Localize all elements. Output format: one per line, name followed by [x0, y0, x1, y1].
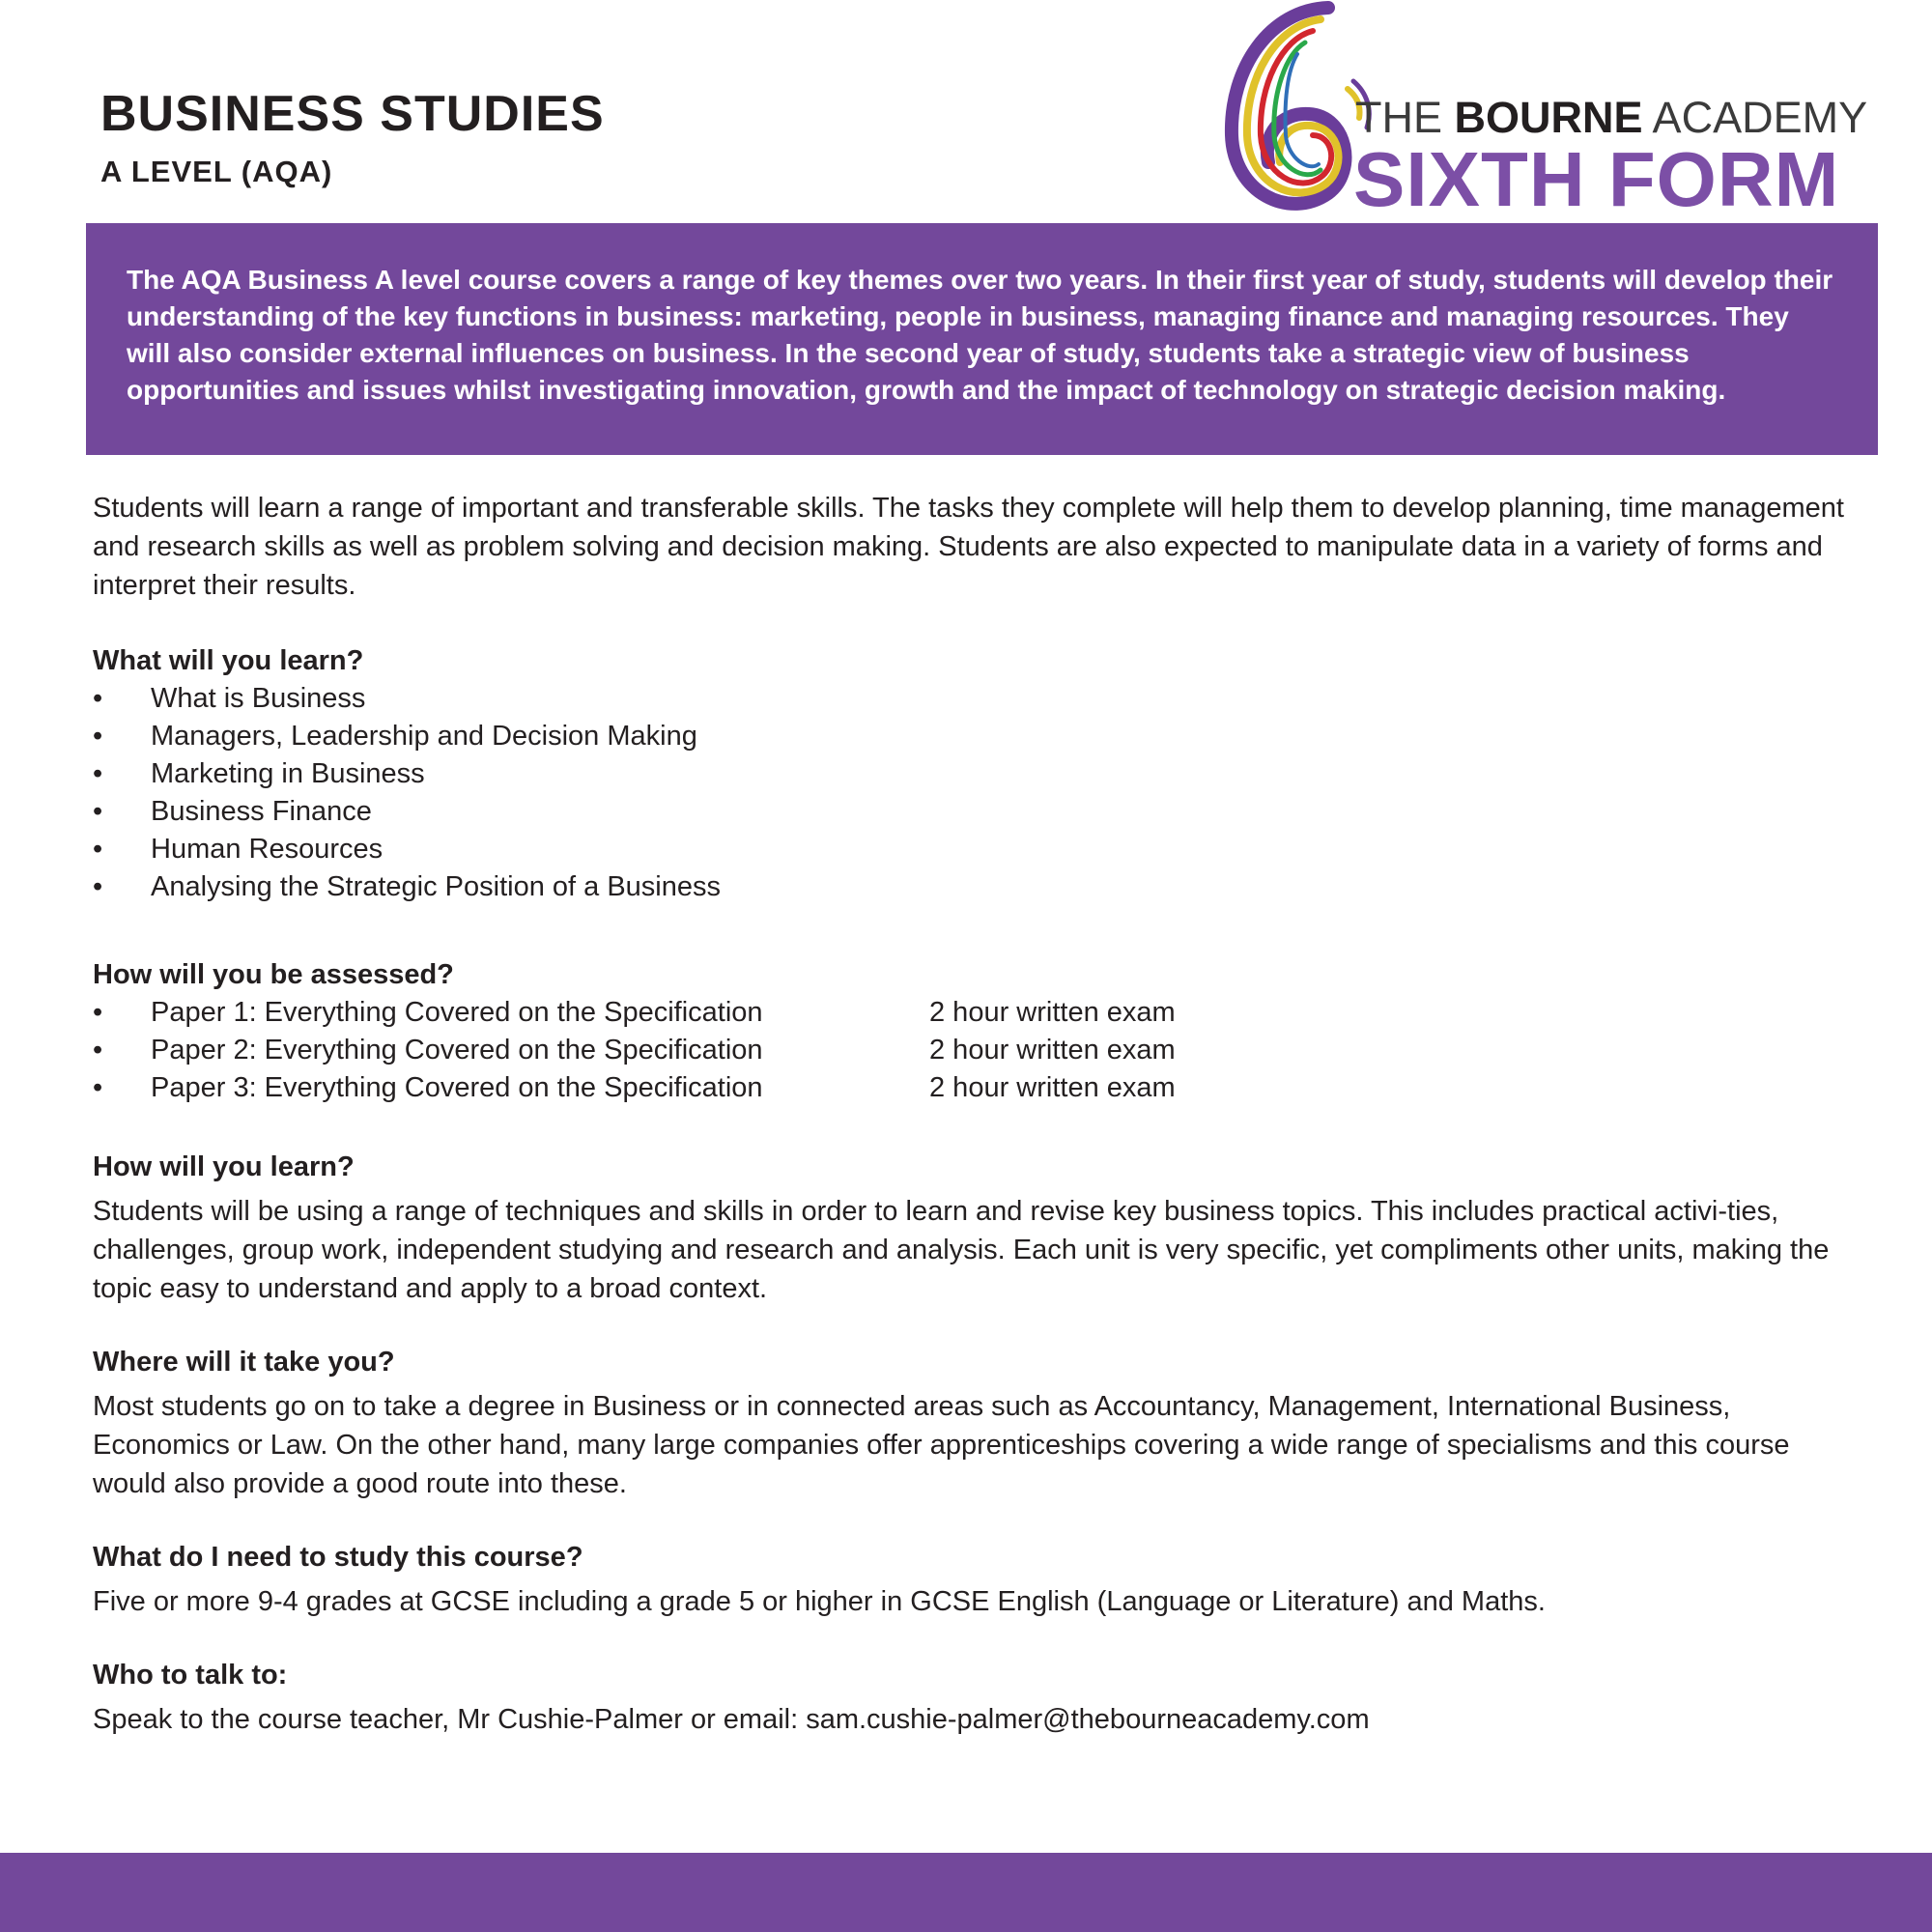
requirements-heading: What do I need to study this course? [93, 1542, 583, 1573]
where-text: Most students go on to take a degree in Business or in connected areas such as Accountancy, Management, International Business, Economics or Law. On the other hand, many large companies offer apprenticeships covering a wide range of specialisms and this course would also provide a good route into these. [93, 1391, 1790, 1499]
page-title: BUSINESS STUDIES [100, 86, 605, 142]
where-heading: Where will it take you? [93, 1347, 395, 1378]
how-learn-heading: How will you learn? [93, 1151, 355, 1182]
main-content [93, 489, 1861, 1739]
how-learn-section [93, 1148, 1861, 1308]
list-item: • Paper 1: Everything Covered on the Specification 2 hour written exam [93, 994, 1861, 1032]
intro-banner [86, 223, 1878, 455]
contact-heading: Who to talk to: [93, 1660, 288, 1690]
requirements-text: Five or more 9-4 grades at GCSE including a grade 5 or higher in GCSE English (Language or Literature) and Maths. [93, 1586, 1546, 1617]
logo-academy-name: THE BOURNE ACADEMY [1355, 93, 1868, 142]
list-item: • Human Resources [93, 831, 1861, 868]
contact-text: Speak to the course teacher, Mr Cushie-Palmer or email: sam.cushie-palmer@thebourneacademy.com [93, 1704, 1370, 1735]
list-item: • Paper 2: Everything Covered on the Specification 2 hour written exam [93, 1032, 1861, 1069]
bullet-icon: • [93, 997, 103, 1028]
bullet-icon: • [93, 871, 103, 902]
contact-section [93, 1656, 1861, 1739]
list-item: • What is Business [93, 680, 1861, 718]
where-section [93, 1343, 1861, 1503]
assessment-section [93, 955, 1861, 1107]
bullet-icon: • [93, 758, 103, 789]
list-item: • Business Finance [93, 793, 1861, 831]
bullet-icon: • [93, 683, 103, 714]
list-item: • Managers, Leadership and Decision Making [93, 718, 1861, 755]
exam-type: 2 hour written exam [929, 1035, 1176, 1065]
bullet-icon: • [93, 834, 103, 865]
logo-sixth-form: SIXTH FORM [1353, 136, 1840, 222]
learn-section [93, 641, 1861, 906]
exam-type: 2 hour written exam [929, 997, 1176, 1028]
exam-type: 2 hour written exam [929, 1072, 1176, 1103]
skills-paragraph: Students will learn a range of important and transferable skills. The tasks they complete will help them to develop planning, time management and research skills as well as problem solving and decision making. Students are also expected to manipulate data in a variety of forms and interpret their results. [93, 493, 1844, 601]
page-subtitle: A LEVEL (AQA) [100, 155, 333, 188]
footer-bar [0, 1853, 1932, 1932]
list-item: • Paper 3: Everything Covered on the Specification 2 hour written exam [93, 1069, 1861, 1107]
assessment-heading: How will you be assessed? [93, 959, 454, 990]
how-learn-text: Students will be using a range of techniques and skills in order to learn and revise key business topics. This includes practical activi-ties, challenges, group work, independent studying and research and analysis. Each unit is very specific, yet compliments other units, making the topic easy to understand and apply to a broad context. [93, 1196, 1830, 1304]
list-item: • Marketing in Business [93, 755, 1861, 793]
assessment-list [93, 994, 1861, 1107]
intro-text: The AQA Business A level course covers a range of key themes over two years. In their first year of study, students will develop their understanding of the key functions in business: marketing, people in business, managing finance and managing resources. They will also consider external influences on business. In the second year of study, students take a strategic view of business opportunities and issues whilst investigating innovation, growth and the impact of technology on strategic decision making. [127, 265, 1833, 405]
school-logo [1212, 0, 1868, 222]
bullet-icon: • [93, 1072, 103, 1103]
requirements-section [93, 1538, 1861, 1621]
learn-heading: What will you learn? [93, 645, 364, 676]
list-item: • Analysing the Strategic Position of a Business [93, 868, 1861, 906]
bullet-icon: • [93, 1035, 103, 1065]
bullet-icon: • [93, 721, 103, 752]
bullet-icon: • [93, 796, 103, 827]
learn-list [93, 680, 1861, 906]
